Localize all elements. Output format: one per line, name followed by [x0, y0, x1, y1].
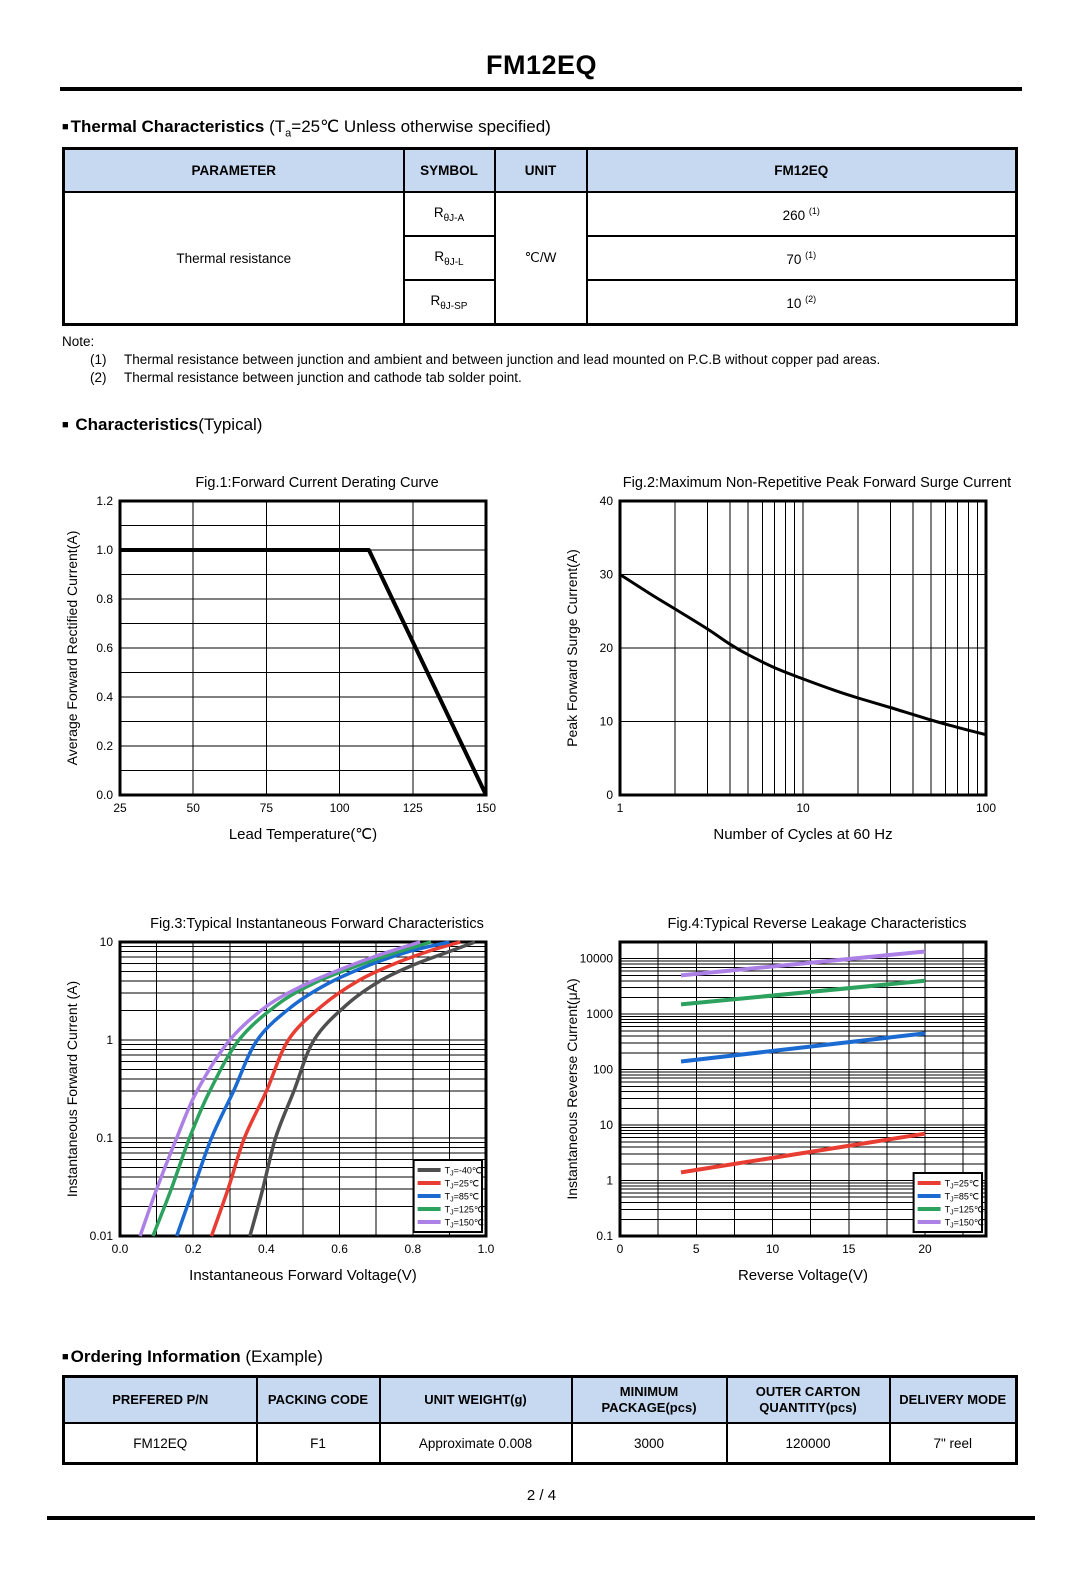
ordering-data-row: [64, 1423, 1017, 1464]
svg-text:Reverse Voltage(V): Reverse Voltage(V): [737, 1267, 869, 1285]
fig3-chart: [64, 934, 524, 1305]
charts-grid: [44, 475, 1044, 1305]
svg-text:0.2: 0.2: [96, 739, 113, 754]
cell-outer-carton: 120000: [727, 1423, 890, 1464]
fig4-figure: [564, 916, 1024, 1305]
svg-text:Instantaneous Forward Current: Instantaneous Forward Current (A): [64, 981, 80, 1198]
top-divider: [60, 87, 1022, 91]
fig2-figure: [564, 475, 1024, 864]
svg-text:TJ=85℃: $T_J=85℃$: [944, 1191, 979, 1204]
svg-text:10: 10: [796, 801, 810, 816]
svg-text:1: 1: [106, 1033, 113, 1048]
svg-text:20: 20: [918, 1242, 932, 1257]
svg-text:0: 0: [616, 1242, 624, 1257]
svg-text:0.8: 0.8: [404, 1242, 422, 1257]
page-title: FM12EQ: [485, 50, 598, 80]
cell-unit-weight: Approximate 0.008: [380, 1423, 572, 1464]
value-cell: 260 $^{(1)}$: [587, 192, 1017, 236]
svg-text:0.2: 0.2: [184, 1242, 202, 1257]
svg-text:TJ=150℃: $T_J=150℃$: [944, 1217, 984, 1230]
fig1-title: Fig.1:Forward Current Derating Curve: [195, 475, 439, 492]
col-unit-weight: UNIT WEIGHT(g): [380, 1377, 572, 1424]
fig3-title: Fig.3:Typical Instantaneous Forward Characteristics: [150, 916, 484, 933]
svg-text:1.0: 1.0: [477, 1242, 495, 1257]
notes-label: Note:: [62, 334, 95, 350]
symbol-cell: $R_{\theta J-SP}$: [404, 280, 495, 325]
characteristics-section-heading: [62, 415, 1083, 435]
svg-text:Instantaneous Reverse Current(: Instantaneous Reverse Current(μA): [564, 978, 580, 1201]
cell-delivery-mode: 7" reel: [890, 1423, 1017, 1464]
svg-text:15: 15: [842, 1242, 856, 1257]
svg-text:100: 100: [592, 1063, 613, 1078]
ordering-section-heading: [62, 1347, 1083, 1367]
col-outer-carton: OUTER CARTON QUANTITY(pcs): [727, 1377, 890, 1424]
svg-text:0.6: 0.6: [96, 641, 113, 656]
col-unit: UNIT: [495, 149, 587, 193]
ordering-heading-text: Ordering Information: [70, 1347, 241, 1367]
bottom-divider: [47, 1516, 1035, 1520]
svg-text:75: 75: [259, 801, 274, 816]
col-parameter: PARAMETER: [64, 149, 404, 193]
svg-text:Instantaneous Forward Voltage(: Instantaneous Forward Voltage(V): [189, 1267, 417, 1285]
svg-text:100: 100: [975, 801, 997, 816]
characteristics-heading-suffix: (Typical): [198, 415, 263, 435]
note-number: (1): [90, 352, 107, 368]
svg-text:TJ=-40℃: $T_J=-40℃$: [444, 1165, 482, 1178]
svg-text:10: 10: [599, 714, 613, 729]
parameter-cell: Thermal resistance: [64, 192, 404, 325]
section-bullet: ■: [62, 1351, 69, 1364]
svg-text:20: 20: [599, 641, 613, 656]
svg-text:150: 150: [475, 801, 497, 816]
svg-text:10000: 10000: [579, 952, 613, 967]
cell-prefered-pn: FM12EQ: [64, 1423, 257, 1464]
unit-cell: ℃/W: [495, 192, 587, 325]
svg-text:0.0: 0.0: [96, 788, 113, 803]
svg-text:TJ=150℃: $T_J=150℃$: [444, 1217, 484, 1230]
thermal-section-heading: [62, 117, 1083, 139]
cell-minimum-package: 3000: [572, 1423, 727, 1464]
note-item: [90, 370, 1083, 385]
col-prefered-pn: PREFERED P/N: [64, 1377, 257, 1424]
page-number: 2 / 4: [526, 1487, 557, 1505]
note-number: (2): [90, 370, 107, 386]
svg-text:40: 40: [599, 494, 613, 509]
col-minimum-package: MINIMUM PACKAGE(pcs): [572, 1377, 727, 1424]
fig2-title: Fig.2:Maximum Non-Repetitive Peak Forward Surge Current: [622, 475, 1012, 492]
col-symbol: SYMBOL: [404, 149, 495, 193]
svg-text:1000: 1000: [586, 1007, 613, 1022]
fig4-title: Fig.4:Typical Reverse Leakage Characteristics: [667, 916, 967, 933]
svg-text:50: 50: [186, 801, 200, 816]
svg-text:0.8: 0.8: [96, 592, 113, 607]
fig1-chart: [64, 493, 524, 864]
symbol-cell: $R_{\theta J-L}$: [404, 236, 495, 280]
notes-block: [62, 334, 1083, 385]
thermal-heading-text: Thermal Characteristics: [70, 117, 265, 136]
note-item: [90, 352, 1083, 367]
value-cell: 10 $^{(2)}$: [587, 280, 1017, 325]
svg-text:TJ=125℃: $T_J=125℃$: [944, 1204, 984, 1217]
svg-text:1.2: 1.2: [96, 494, 113, 509]
note-text: Thermal resistance between junction and ambient and between junction and lead mounted on P.C.B without copper pad areas.: [124, 352, 881, 368]
svg-text:0.1: 0.1: [96, 1131, 113, 1146]
svg-text:TJ=25℃: $T_J=25℃$: [444, 1178, 479, 1191]
fig1-figure: [64, 475, 524, 864]
svg-text:10: 10: [99, 935, 113, 950]
svg-text:25: 25: [113, 801, 127, 816]
ordering-table: [62, 1375, 1018, 1465]
svg-text:Number of Cycles at 60 Hz: Number of Cycles at 60 Hz: [713, 826, 893, 844]
symbol-cell: $R_{\theta J-A}$: [404, 192, 495, 236]
svg-text:1: 1: [606, 1173, 613, 1188]
svg-text:TJ=85℃: $T_J=85℃$: [444, 1191, 479, 1204]
svg-text:125: 125: [402, 801, 423, 816]
svg-text:10: 10: [765, 1242, 780, 1257]
fig3-figure: [64, 916, 524, 1305]
fig4-chart: [564, 934, 1024, 1305]
svg-text:0.01: 0.01: [89, 1229, 113, 1244]
svg-text:0.6: 0.6: [331, 1242, 348, 1257]
svg-text:1: 1: [616, 801, 624, 816]
svg-text:Average Forward Rectified Curr: Average Forward Rectified Current(A): [64, 531, 80, 766]
svg-text:Lead Temperature(℃): Lead Temperature(℃): [228, 826, 378, 844]
thermal-header-row: [64, 149, 1017, 193]
svg-text:10: 10: [599, 1118, 613, 1133]
svg-text:5: 5: [692, 1242, 700, 1257]
col-fm12eq: FM12EQ: [587, 149, 1017, 193]
section-bullet: ■: [62, 419, 69, 432]
section-bullet: ■: [62, 121, 69, 133]
thermal-table: [62, 147, 1018, 326]
note-text: Thermal resistance between junction and cathode tab solder point.: [124, 370, 522, 386]
cell-packing-code: F1: [257, 1423, 380, 1464]
ordering-heading-suffix: (Example): [245, 1347, 323, 1367]
value-cell: 70 $^{(1)}$: [587, 236, 1017, 280]
svg-text:0.0: 0.0: [111, 1242, 129, 1257]
svg-text:30: 30: [599, 567, 613, 582]
ordering-header-row: [64, 1377, 1017, 1424]
svg-text:0: 0: [606, 788, 613, 803]
svg-text:TJ=125℃: $T_J=125℃$: [444, 1204, 484, 1217]
fig2-chart: [564, 493, 1024, 864]
table-row: [64, 192, 1017, 236]
col-delivery-mode: DELIVERY MODE: [890, 1377, 1017, 1424]
thermal-heading-condition: ($T_a=25℃$ Unless otherwise specified): [269, 117, 551, 140]
characteristics-heading-text: Characteristics: [75, 415, 199, 435]
col-packing-code: PACKING CODE: [257, 1377, 380, 1424]
svg-text:Peak Forward Surge Current(A): Peak Forward Surge Current(A): [564, 549, 580, 748]
svg-text:100: 100: [329, 801, 350, 816]
svg-text:0.4: 0.4: [96, 690, 113, 705]
svg-text:1.0: 1.0: [96, 543, 113, 558]
svg-text:0.4: 0.4: [258, 1242, 275, 1257]
svg-text:0.1: 0.1: [596, 1229, 613, 1244]
svg-text:TJ=25℃: $T_J=25℃$: [944, 1178, 979, 1191]
